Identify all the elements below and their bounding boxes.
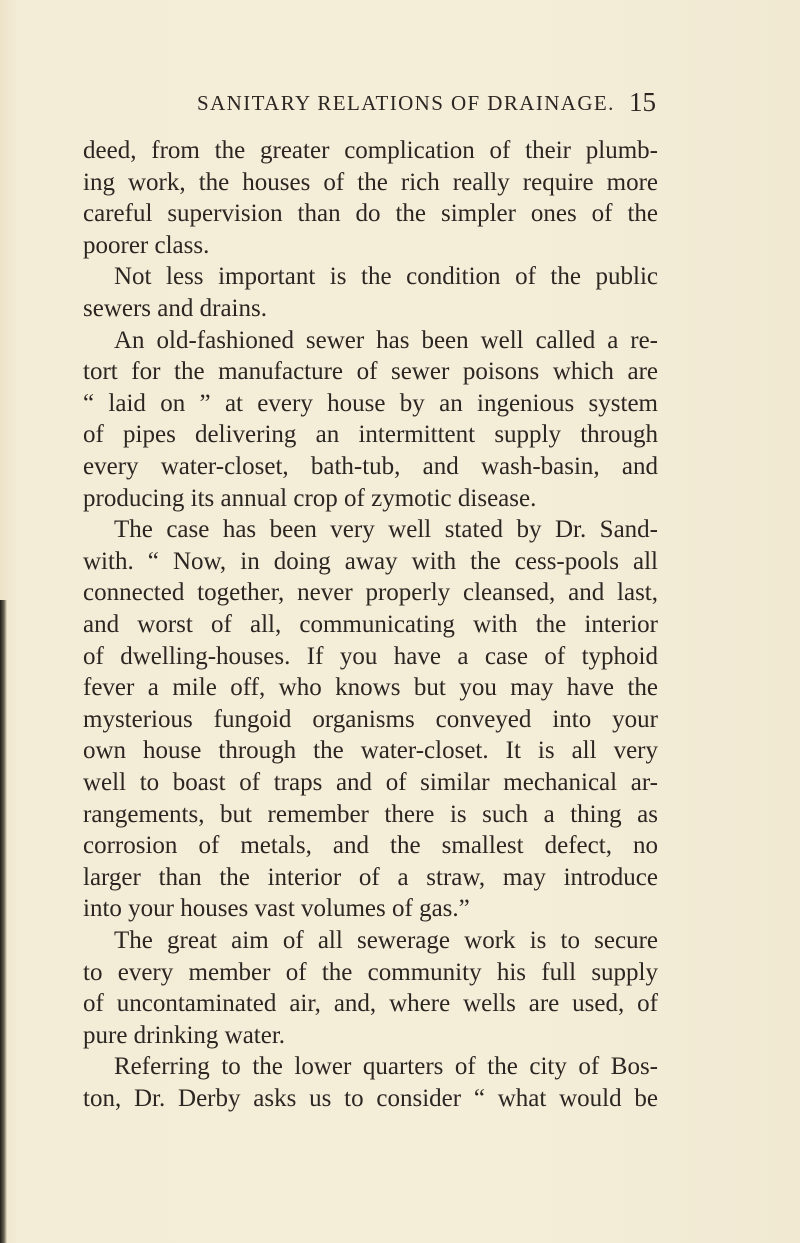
text-line: pure drinking water. — [83, 1021, 286, 1049]
text-line: The case has been very well stated by Dr. Sand- — [114, 516, 658, 544]
text-line: mysterious fungoid organisms conveyed into your — [83, 705, 658, 733]
text-line: connected together, never properly cleansed, and last, — [83, 579, 658, 607]
text-line: into your houses vast volumes of gas.” — [83, 895, 470, 923]
binding-edge-shadow — [0, 600, 7, 1243]
text-line: Referring to the lower quarters of the city of Bos- — [114, 1053, 658, 1081]
text-line: of uncontaminated air, and, where wells are used, of — [83, 990, 658, 1018]
text-line: well to boast of traps and of similar mechanical ar- — [83, 769, 658, 796]
text-line: Not less important is the condition of the public — [114, 263, 658, 291]
text-line: The great aim of all sewerage work is to secure — [114, 927, 658, 954]
text-line: An old-fashioned sewer has been well called a re- — [114, 326, 658, 354]
text-line: and worst of all, communicating with the interior — [83, 611, 658, 638]
text-line: ing work, the houses of the rich really require more — [83, 168, 658, 196]
running-title: SANITARY RELATIONS OF DRAINAGE. — [197, 91, 615, 115]
text-line: own house through the water-closet. It is all very — [83, 737, 658, 765]
page-number: 15 — [629, 87, 656, 117]
text-line: to every member of the community his full supply — [83, 958, 658, 986]
text-line: poorer class. — [83, 231, 210, 259]
text-line: deed, from the greater complication of their plumb- — [83, 137, 658, 164]
text-line: ton, Dr. Derby asks us to consider “ what would be — [83, 1085, 658, 1112]
text-line: every water-closet, bath-tub, and wash-basin, and — [83, 453, 658, 480]
text-line: of dwelling-houses. If you have a case of typhoid — [83, 642, 658, 670]
text-line: rangements, but remember there is such a thing as — [83, 800, 658, 828]
running-header — [0, 87, 800, 125]
text-line: careful supervision than do the simpler ones of the — [83, 200, 658, 228]
text-line: sewers and drains. — [83, 295, 267, 322]
text-line: tort for the manufacture of sewer poisons which are — [83, 358, 658, 386]
text-line: with. “ Now, in doing away with the cess-pools all — [83, 547, 658, 575]
text-line: of pipes delivering an intermittent supply through — [83, 421, 658, 449]
text-line: larger than the interior of a straw, may introduce — [83, 863, 658, 891]
text-line: producing its annual crop of zymotic disease. — [83, 484, 537, 512]
text-line: “ laid on ” at every house by an ingenious system — [83, 389, 658, 417]
text-line: fever a mile off, who knows but you may have the — [83, 674, 658, 702]
text-line: corrosion of metals, and the smallest defect, no — [83, 832, 658, 860]
